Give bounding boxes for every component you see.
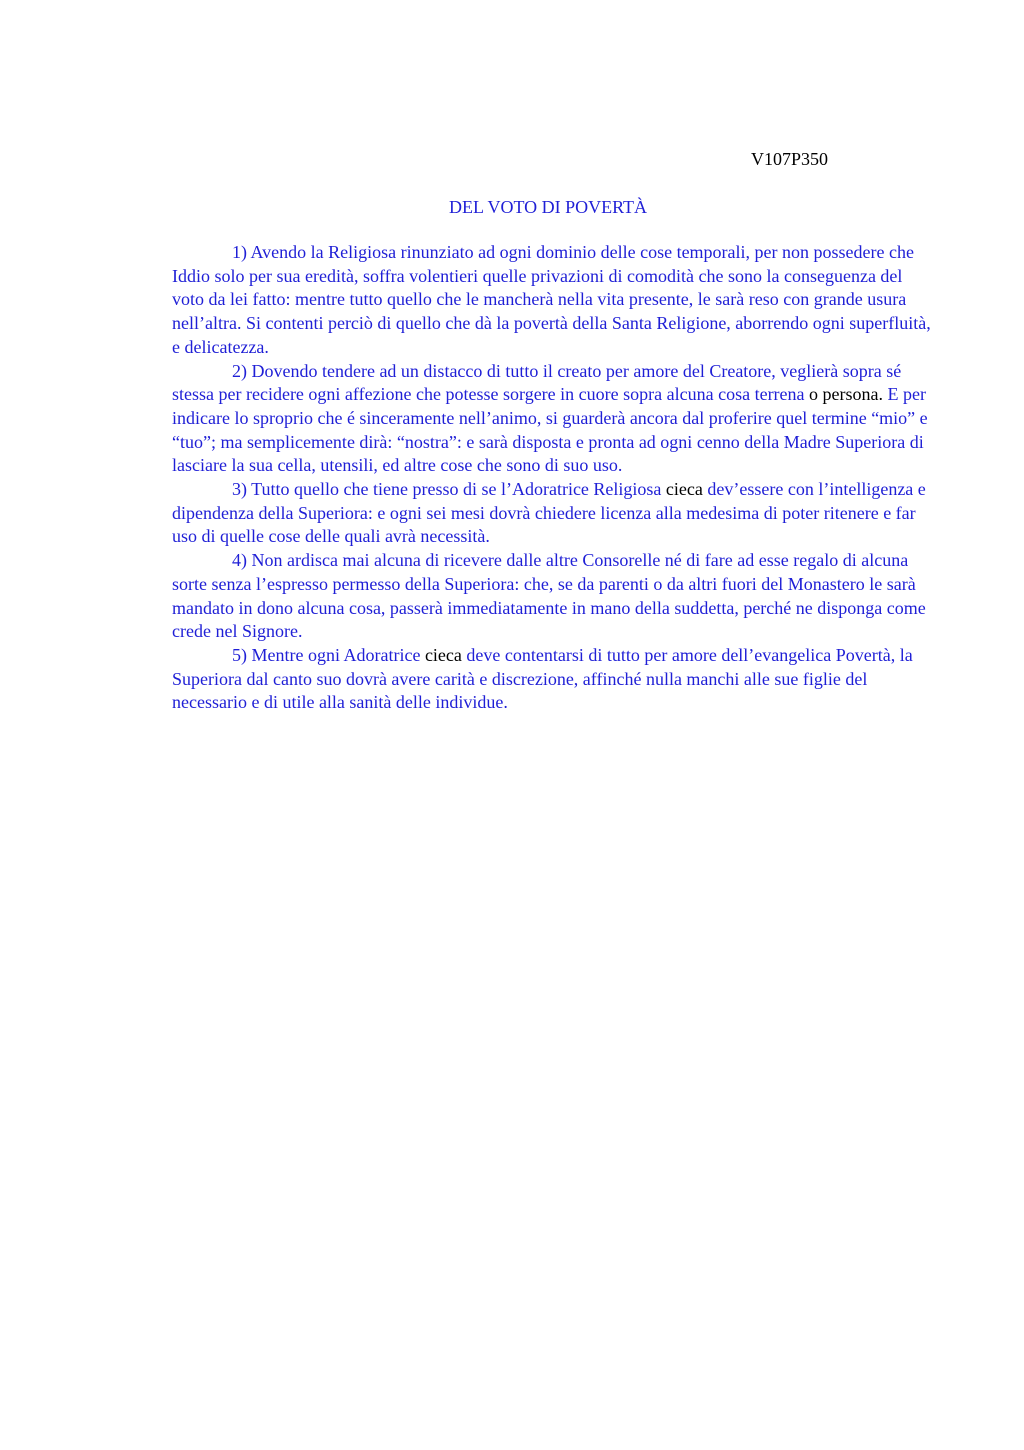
paragraph-3-black-text: cieca: [665, 479, 703, 500]
document-body: [172, 241, 932, 715]
paragraph-3-part-1: 3) Tutto quello che tiene presso di se l’Adoratrice Religiosa: [232, 479, 666, 500]
paragraph-2-part-3: E per indicare lo sproprio che é sinceramente nell’animo, si guarderà ancora dal proferire quel termine “mio” e “tuo”; ma semplicemente dirà: “nostra”: e sarà disposta e pronta ad ogni cenno della Madre Superiora di lasciare la sua cella, utensili, ed altre cose che sono di suo uso.: [172, 384, 928, 476]
paragraph-5-part-1: 5) Mentre ogni Adoratrice: [232, 644, 425, 665]
paragraph-5: [172, 644, 932, 715]
paragraph-4: 4) Non ardisca mai alcuna di ricevere dalle altre Consorelle né di fare ad esse regalo di alcuna sorte senza l’espresso permesso della Superiora: che, se da parenti o da altri fuori del Monastero le sarà mandato in dono alcuna cosa, passerà immediatamente in mano della suddetta, perché ne disponga come crede nel Signore.: [172, 550, 926, 642]
paragraph-5-part-3: deve contentarsi di tutto per amore dell’evangelica Povertà, la Superiora dal canto suo dovrà avere carità e discrezione, affinché nulla manchi alle sue figlie del necessario e di utile alla sanità delle individue.: [172, 644, 913, 713]
paragraph-3-part-3: dev’essere con l’intelligenza e dipendenza della Superiora: e ogni sei mesi dovrà chiedere licenza alla medesima di poter ritenere e far uso di quelle cose delle quali avrà necessità.: [172, 479, 926, 547]
paragraph-2: [172, 360, 932, 479]
page-code: V107P350: [751, 149, 829, 169]
paragraph-3: [172, 478, 932, 549]
paragraph-2-part-1: 2) Dovendo tendere ad un distacco di tutto il creato per amore del Creatore, veglierà sopra sé stessa per recidere ogni affezione che potesse sorgere in cuore sopra alcuna cosa terrena: [172, 360, 902, 405]
paragraph-2-black-text: o persona.: [804, 384, 884, 405]
paragraph-5-black-text: cieca: [424, 644, 462, 665]
paragraph-1: 1) Avendo la Religiosa rinunziato ad ogni dominio delle cose temporali, per non possedere che Iddio solo per sua eredità, soffra volentieri quelle privazioni di comodità che sono la conseguenza del voto da lei fatto: mentre tutto quello che le mancherà nella vita presente, le sarà reso con grande usura nell’altra. Si contenti perciò di quello che dà la povertà della Santa Religione, aborrendo ogni superfluità, e delicatezza.: [172, 242, 931, 357]
document-title: DEL VOTO DI POVERTÀ: [448, 197, 648, 217]
